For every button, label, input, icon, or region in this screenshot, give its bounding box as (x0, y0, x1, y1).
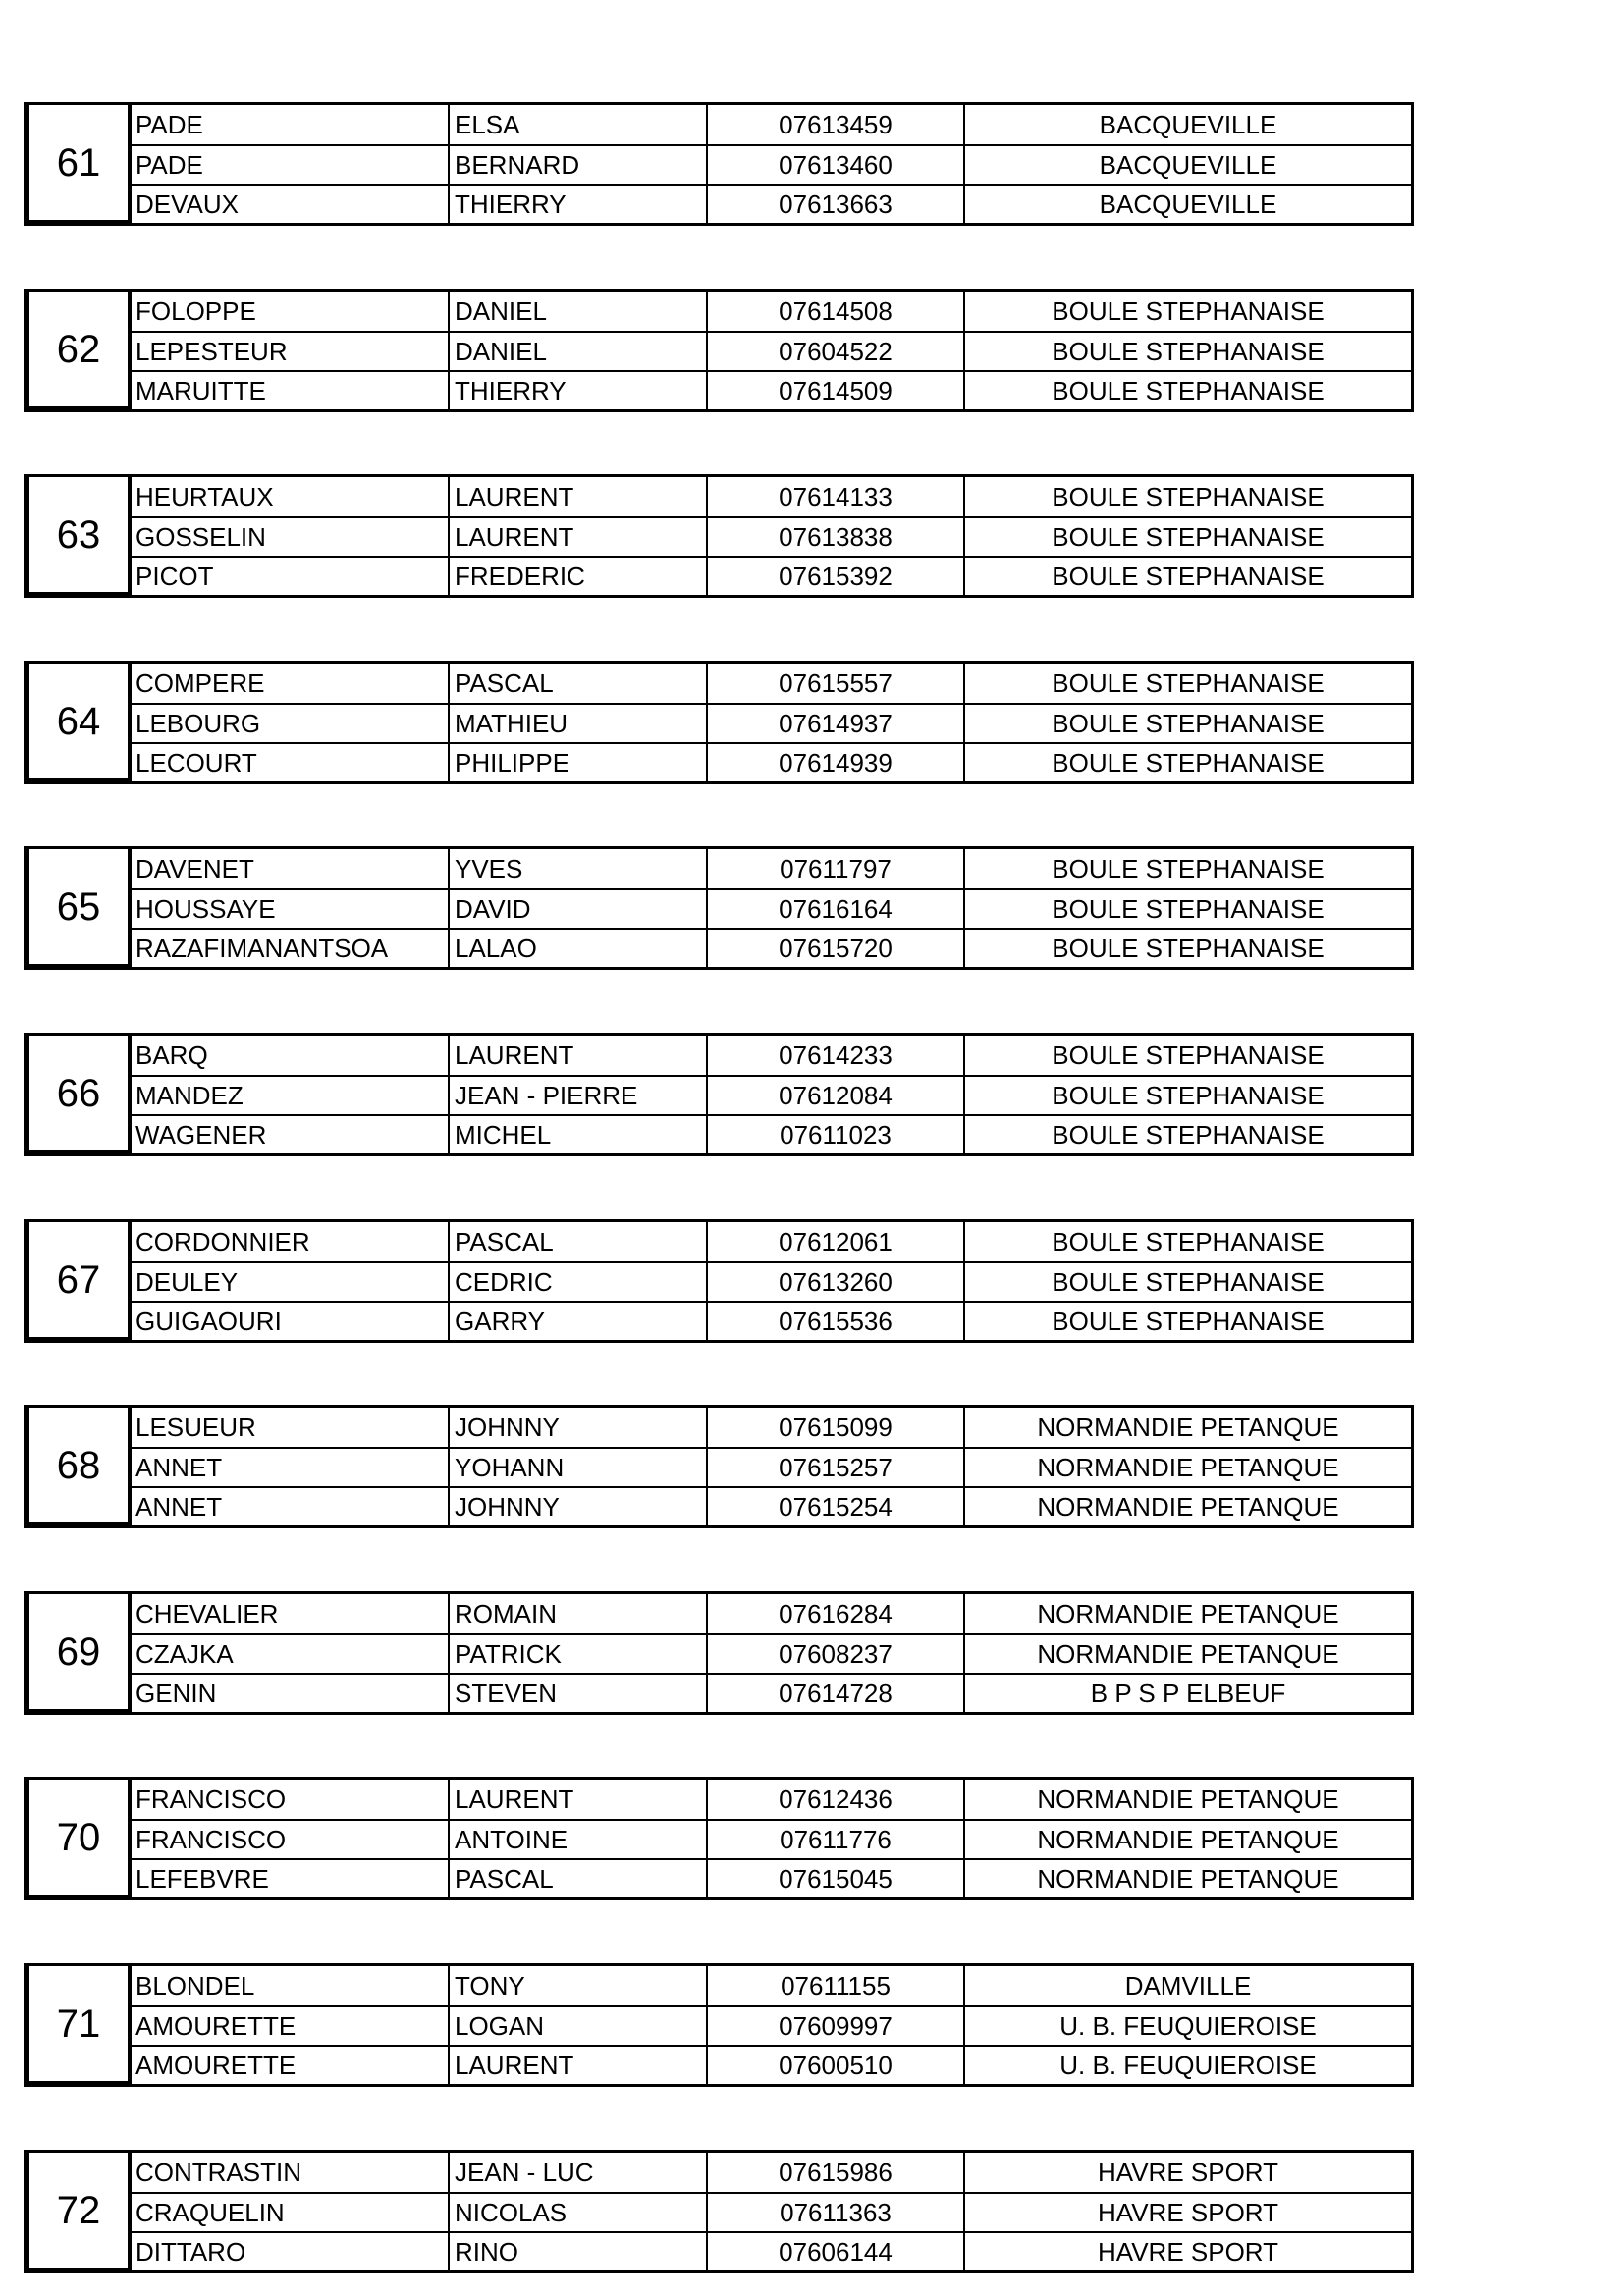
player-rows (132, 289, 1414, 412)
player-club: NORMANDIE PETANQUE (1037, 1638, 1339, 1669)
team-block (24, 1219, 1414, 1343)
player-last-name: LEPESTEUR (132, 333, 450, 370)
player-rows (132, 1963, 1414, 2087)
player-row (132, 1261, 1411, 1301)
player-row (132, 184, 1411, 223)
player-club: HAVRE SPORT (1098, 2197, 1278, 2227)
player-club: HAVRE SPORT (1098, 2236, 1278, 2267)
player-row (132, 292, 1411, 331)
player-license: 07615392 (708, 558, 965, 595)
team-block (24, 846, 1414, 970)
player-club: BOULE STEPHANAISE (1052, 708, 1325, 738)
player-last-name: LESUEUR (132, 1408, 450, 1447)
player-license: 07611155 (708, 1966, 965, 2005)
player-last-name: AMOURETTE (132, 2047, 450, 2084)
player-club: BOULE STEPHANAISE (1052, 336, 1325, 366)
player-first-name: PASCAL (450, 664, 708, 703)
player-club: HAVRE SPORT (1098, 2157, 1278, 2187)
player-last-name: CHEVALIER (132, 1594, 450, 1633)
player-club: BOULE STEPHANAISE (1052, 375, 1325, 405)
player-last-name: FRANCISCO (132, 1821, 450, 1858)
team-block (24, 1405, 1414, 1528)
player-last-name: LEFEBVRE (132, 1860, 450, 1897)
player-first-name: JOHNNY (450, 1408, 708, 1447)
player-license: 07604522 (708, 333, 965, 370)
player-last-name: AMOURETTE (132, 2007, 450, 2045)
player-club: BOULE STEPHANAISE (1052, 1080, 1325, 1110)
player-row (132, 516, 1411, 556)
player-rows (132, 1405, 1414, 1528)
player-row (132, 144, 1411, 184)
player-license: 07613260 (708, 1263, 965, 1301)
player-club: BOULE STEPHANAISE (1052, 1119, 1325, 1149)
player-first-name: BERNARD (450, 146, 708, 184)
player-license: 07615254 (708, 1488, 965, 1525)
player-row (132, 1301, 1411, 1340)
team-number: 61 (24, 102, 132, 226)
player-license: 07611797 (708, 849, 965, 888)
team-block (24, 2150, 1414, 2273)
player-license: 07615720 (708, 930, 965, 967)
player-license: 07600510 (708, 2047, 965, 2084)
player-first-name: STEVEN (450, 1675, 708, 1712)
player-license: 07612436 (708, 1780, 965, 1819)
player-club: BACQUEVILLE (1099, 149, 1277, 180)
player-rows (132, 2150, 1414, 2273)
team-number: 62 (24, 289, 132, 412)
player-first-name: MICHEL (450, 1116, 708, 1153)
player-first-name: PASCAL (450, 1860, 708, 1897)
team-number: 72 (24, 2150, 132, 2273)
player-row (132, 2192, 1411, 2231)
player-first-name: DANIEL (450, 333, 708, 370)
player-last-name: COMPERE (132, 664, 450, 703)
player-rows (132, 661, 1414, 784)
player-license: 07613838 (708, 518, 965, 556)
team-block (24, 474, 1414, 598)
team-number: 71 (24, 1963, 132, 2087)
player-last-name: CONTRASTIN (132, 2153, 450, 2192)
player-first-name: JEAN - LUC (450, 2153, 708, 2192)
player-first-name: FREDERIC (450, 558, 708, 595)
team-number: 67 (24, 1219, 132, 1343)
player-last-name: MANDEZ (132, 1077, 450, 1114)
player-club: DAMVILLE (1124, 1970, 1252, 2001)
player-last-name: FOLOPPE (132, 292, 450, 331)
player-club: U. B. FEUQUIEROISE (1059, 2050, 1317, 2080)
player-license: 07611363 (708, 2194, 965, 2231)
team-number: 64 (24, 661, 132, 784)
player-license: 07616164 (708, 890, 965, 928)
player-first-name: DAVID (450, 890, 708, 928)
player-first-name: MATHIEU (450, 705, 708, 742)
player-license: 07612061 (708, 1222, 965, 1261)
player-license: 07615557 (708, 664, 965, 703)
player-row (132, 2005, 1411, 2045)
player-license: 07614133 (708, 477, 965, 516)
player-last-name: GENIN (132, 1675, 450, 1712)
player-first-name: JOHNNY (450, 1488, 708, 1525)
player-row (132, 1408, 1411, 1447)
player-last-name: DITTARO (132, 2233, 450, 2270)
player-last-name: DAVENET (132, 849, 450, 888)
player-last-name: LECOURT (132, 744, 450, 781)
player-rows (132, 102, 1414, 226)
player-license: 07606144 (708, 2233, 965, 2270)
player-row (132, 1114, 1411, 1153)
player-row (132, 1858, 1411, 1897)
player-first-name: TONY (450, 1966, 708, 2005)
player-row (132, 477, 1411, 516)
player-first-name: LAURENT (450, 2047, 708, 2084)
player-row (132, 928, 1411, 967)
player-club: BOULE STEPHANAISE (1052, 933, 1325, 963)
player-row (132, 703, 1411, 742)
player-license: 07616284 (708, 1594, 965, 1633)
player-first-name: CEDRIC (450, 1263, 708, 1301)
player-last-name: LEBOURG (132, 705, 450, 742)
player-club: B P S P ELBEUF (1090, 1678, 1286, 1708)
player-last-name: RAZAFIMANANTSOA (132, 930, 450, 967)
team-block (24, 289, 1414, 412)
player-license: 07615045 (708, 1860, 965, 1897)
player-club: NORMANDIE PETANQUE (1037, 1412, 1339, 1442)
player-row (132, 1819, 1411, 1858)
player-first-name: LAURENT (450, 1036, 708, 1075)
player-club: BOULE STEPHANAISE (1052, 893, 1325, 924)
team-number: 63 (24, 474, 132, 598)
player-club: NORMANDIE PETANQUE (1037, 1598, 1339, 1629)
player-first-name: LALAO (450, 930, 708, 967)
player-row (132, 1447, 1411, 1486)
player-license: 07615536 (708, 1303, 965, 1340)
player-license: 07613460 (708, 146, 965, 184)
team-block (24, 1963, 1414, 2087)
player-last-name: CORDONNIER (132, 1222, 450, 1261)
player-club: NORMANDIE PETANQUE (1037, 1824, 1339, 1854)
player-row (132, 331, 1411, 370)
player-first-name: THIERRY (450, 372, 708, 409)
player-row (132, 370, 1411, 409)
player-row (132, 1966, 1411, 2005)
player-first-name: NICOLAS (450, 2194, 708, 2231)
player-row (132, 1633, 1411, 1673)
player-club: BOULE STEPHANAISE (1052, 1040, 1325, 1070)
team-number: 69 (24, 1591, 132, 1715)
player-license: 07614509 (708, 372, 965, 409)
player-last-name: BLONDEL (132, 1966, 450, 2005)
player-row (132, 105, 1411, 144)
player-last-name: BARQ (132, 1036, 450, 1075)
player-last-name: PADE (132, 105, 450, 144)
player-first-name: PATRICK (450, 1635, 708, 1673)
player-license: 07613663 (708, 186, 965, 223)
player-license: 07611023 (708, 1116, 965, 1153)
player-row (132, 1780, 1411, 1819)
player-last-name: DEULEY (132, 1263, 450, 1301)
player-last-name: ANNET (132, 1488, 450, 1525)
team-number: 70 (24, 1777, 132, 1900)
player-club: NORMANDIE PETANQUE (1037, 1863, 1339, 1894)
player-first-name: ROMAIN (450, 1594, 708, 1633)
player-last-name: PADE (132, 146, 450, 184)
player-first-name: LAURENT (450, 477, 708, 516)
player-license: 07614233 (708, 1036, 965, 1075)
player-first-name: THIERRY (450, 186, 708, 223)
player-rows (132, 1033, 1414, 1156)
player-rows (132, 474, 1414, 598)
player-first-name: DANIEL (450, 292, 708, 331)
player-first-name: RINO (450, 2233, 708, 2270)
team-block (24, 1591, 1414, 1715)
player-rows (132, 1777, 1414, 1900)
player-club: BOULE STEPHANAISE (1052, 1226, 1325, 1256)
player-club: BOULE STEPHANAISE (1052, 1266, 1325, 1297)
player-first-name: GARRY (450, 1303, 708, 1340)
player-first-name: PASCAL (450, 1222, 708, 1261)
player-club: BOULE STEPHANAISE (1052, 667, 1325, 698)
player-rows (132, 1591, 1414, 1715)
player-row (132, 1673, 1411, 1712)
player-row (132, 742, 1411, 781)
player-club: NORMANDIE PETANQUE (1037, 1784, 1339, 1814)
player-last-name: DEVAUX (132, 186, 450, 223)
player-club: NORMANDIE PETANQUE (1037, 1452, 1339, 1482)
team-block (24, 661, 1414, 784)
player-first-name: YVES (450, 849, 708, 888)
player-first-name: JEAN - PIERRE (450, 1077, 708, 1114)
player-club: BOULE STEPHANAISE (1052, 853, 1325, 883)
player-last-name: HOUSSAYE (132, 890, 450, 928)
player-row (132, 2045, 1411, 2084)
player-club: BACQUEVILLE (1099, 188, 1277, 219)
player-license: 07611776 (708, 1821, 965, 1858)
player-club: BOULE STEPHANAISE (1052, 295, 1325, 326)
player-first-name: LOGAN (450, 2007, 708, 2045)
player-license: 07614508 (708, 292, 965, 331)
player-license: 07615257 (708, 1449, 965, 1486)
player-first-name: ANTOINE (450, 1821, 708, 1858)
player-club: BACQUEVILLE (1099, 109, 1277, 139)
player-last-name: MARUITTE (132, 372, 450, 409)
player-row (132, 1594, 1411, 1633)
team-block (24, 1777, 1414, 1900)
player-row (132, 849, 1411, 888)
player-license: 07612084 (708, 1077, 965, 1114)
player-row (132, 1075, 1411, 1114)
player-license: 07613459 (708, 105, 965, 144)
player-row (132, 1036, 1411, 1075)
player-row (132, 2231, 1411, 2270)
player-last-name: CZAJKA (132, 1635, 450, 1673)
player-first-name: LAURENT (450, 518, 708, 556)
player-club: U. B. FEUQUIEROISE (1059, 2010, 1317, 2041)
player-license: 07609997 (708, 2007, 965, 2045)
player-row (132, 2153, 1411, 2192)
player-rows (132, 846, 1414, 970)
player-last-name: HEURTAUX (132, 477, 450, 516)
player-first-name: PHILIPPE (450, 744, 708, 781)
player-last-name: GOSSELIN (132, 518, 450, 556)
player-last-name: ANNET (132, 1449, 450, 1486)
player-first-name: ELSA (450, 105, 708, 144)
player-row (132, 556, 1411, 595)
player-row (132, 664, 1411, 703)
player-club: NORMANDIE PETANQUE (1037, 1491, 1339, 1522)
player-last-name: FRANCISCO (132, 1780, 450, 1819)
player-club: BOULE STEPHANAISE (1052, 481, 1325, 511)
player-last-name: GUIGAOURI (132, 1303, 450, 1340)
team-block (24, 1033, 1414, 1156)
player-last-name: CRAQUELIN (132, 2194, 450, 2231)
player-license: 07614728 (708, 1675, 965, 1712)
player-row (132, 1486, 1411, 1525)
team-number: 68 (24, 1405, 132, 1528)
team-number: 66 (24, 1033, 132, 1156)
player-club: BOULE STEPHANAISE (1052, 561, 1325, 591)
player-license: 07608237 (708, 1635, 965, 1673)
team-number: 65 (24, 846, 132, 970)
player-last-name: WAGENER (132, 1116, 450, 1153)
player-license: 07614937 (708, 705, 965, 742)
player-license: 07615986 (708, 2153, 965, 2192)
player-rows (132, 1219, 1414, 1343)
player-first-name: YOHANN (450, 1449, 708, 1486)
player-row (132, 1222, 1411, 1261)
player-last-name: PICOT (132, 558, 450, 595)
player-license: 07614939 (708, 744, 965, 781)
player-club: BOULE STEPHANAISE (1052, 747, 1325, 777)
player-license: 07615099 (708, 1408, 965, 1447)
player-first-name: LAURENT (450, 1780, 708, 1819)
player-club: BOULE STEPHANAISE (1052, 1306, 1325, 1336)
player-club: BOULE STEPHANAISE (1052, 521, 1325, 552)
team-block (24, 102, 1414, 226)
player-row (132, 888, 1411, 928)
